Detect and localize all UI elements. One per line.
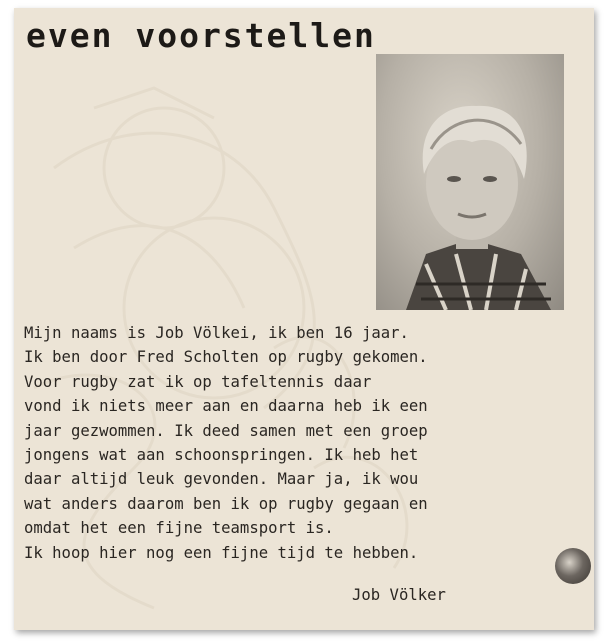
body-line-1: Mijn naams is Job Völkei, ik ben 16 jaar. <box>24 324 409 342</box>
body-line-4: vond ik niets meer aan en daarna heb ik een <box>24 397 428 416</box>
article-body <box>24 321 579 565</box>
body-line-10: Ik hoop hier nog een fijne tijd te hebben. <box>24 543 419 562</box>
body-line-3: Voor rugby zat ik op tafeltennis daar <box>24 372 372 391</box>
signature: Job Völker <box>352 586 446 604</box>
body-line-7: daar altijd leuk gevonden. Maar ja, ik wou <box>24 470 419 489</box>
body-line-6: jongens wat aan schoonspringen. Ik heb het <box>24 446 419 465</box>
body-line-8: wat anders daarom ben ik op rugby gegaan en <box>24 494 428 513</box>
punch-hole <box>555 548 591 584</box>
magazine-page <box>14 8 594 630</box>
body-line-9: omdat het een fijne teamsport is. <box>24 519 334 538</box>
headline: even voorstellen <box>26 16 376 55</box>
body-line-5: jaar gezwommen. Ik deed samen met een groep <box>24 421 428 440</box>
portrait-photo <box>376 54 564 310</box>
body-line-2: Ik ben door Fred Scholten op rugby gekomen. <box>24 348 428 367</box>
